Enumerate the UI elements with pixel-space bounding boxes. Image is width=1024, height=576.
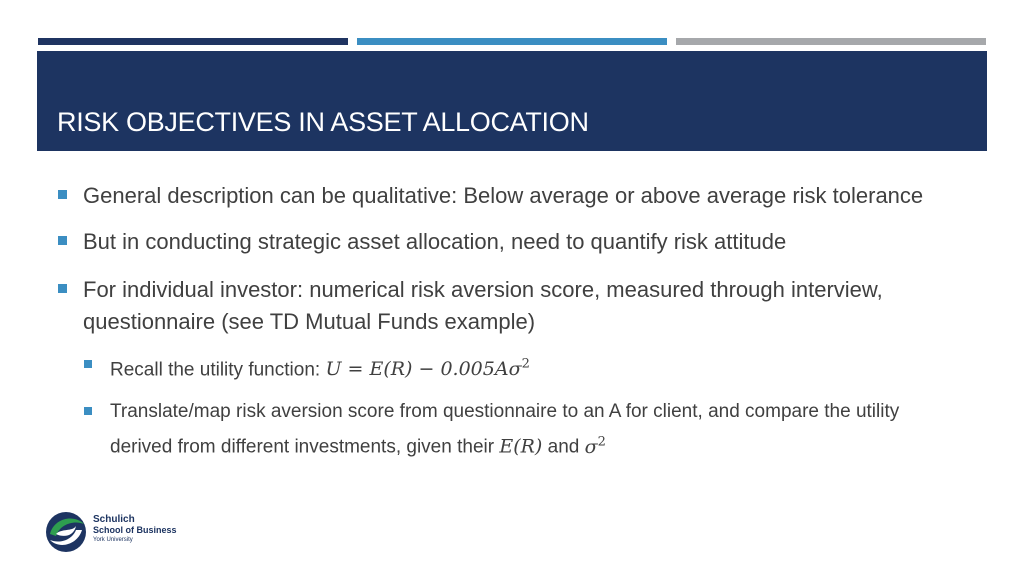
utility-prefix: Recall the utility function: xyxy=(110,359,326,381)
and-word: and xyxy=(542,436,585,458)
utility-exponent: 2 xyxy=(521,357,530,372)
schulich-logo xyxy=(44,510,194,555)
logo-line-3: York University xyxy=(93,537,133,543)
title-band xyxy=(37,51,987,151)
utility-formula xyxy=(325,358,529,380)
slide-content xyxy=(58,180,958,463)
utility-formula-body: U = E(R) − 0.005Aσ xyxy=(325,358,522,381)
bullet-individual-investor: For individual investor: numerical risk aversion score, measured through interview, questionnaire (see TD Mutual Funds example) xyxy=(58,274,958,338)
logo-line-1: Schulich xyxy=(93,514,135,525)
slide-title: RISK OBJECTIVES IN ASSET ALLOCATION xyxy=(57,107,589,137)
sub-bullet-utility xyxy=(84,350,958,385)
accent-bar-navy xyxy=(38,38,348,45)
bullet-qualitative: General description can be qualitative: Below average or above average risk tolerance xyxy=(58,180,958,212)
sigma-squared xyxy=(585,436,606,458)
er-symbol: E(R) xyxy=(499,435,543,458)
sigma-symbol: σ xyxy=(584,435,598,458)
accent-bar-gray xyxy=(676,38,986,45)
bullet-quantify: But in conducting strategic asset allocation, need to quantify risk attitude xyxy=(58,226,958,258)
sigma-exponent: 2 xyxy=(597,434,606,450)
translate-text: Translate/map risk aversion score from questionnaire to an A for client, and compare the utility derived from different investments, given their xyxy=(110,401,900,458)
logo-text xyxy=(93,514,177,545)
accent-bar-blue xyxy=(357,38,667,45)
logo-line-2: School of Business xyxy=(93,525,177,535)
schulich-logo-icon xyxy=(44,510,88,554)
sub-bullet-translate xyxy=(84,397,958,462)
